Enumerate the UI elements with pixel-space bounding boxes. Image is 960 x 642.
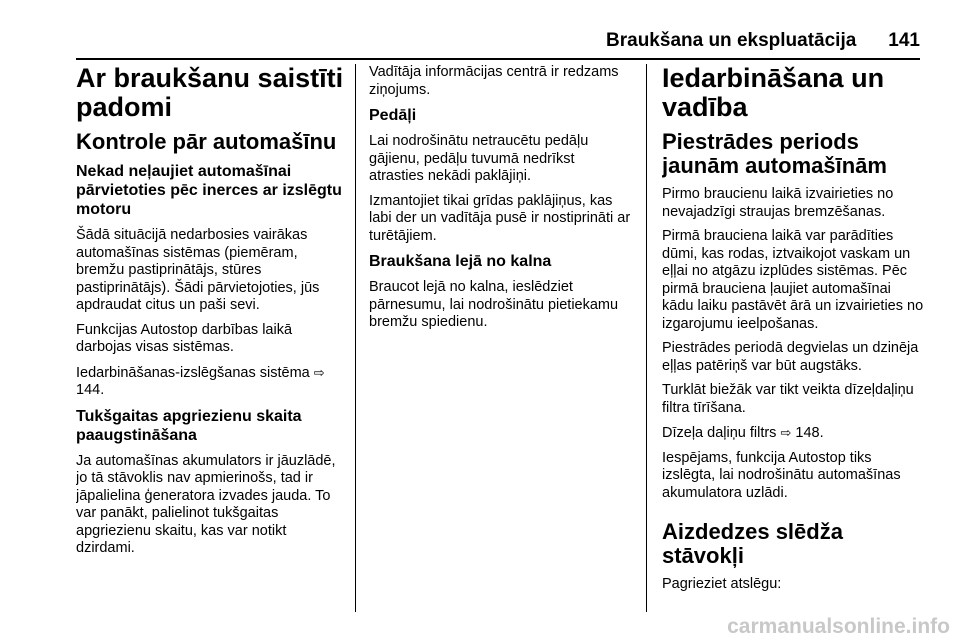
paragraph: Lai nodrošinātu netraucētu pedāļu gājienu, pedāļu tuvumā nedrīkst atrasties nekādi paklājiņi. <box>369 133 589 184</box>
column-divider <box>646 64 647 612</box>
paragraph: Pirmā brauciena laikā var parādīties dūmi, kas rodas, iztvaikojot vaskam un eļļai no atgāzu izplūdes sistēmas. Pēc pirmā brauciena ļaujiet automašīnai kādu laiku pastāvēt ārā un izvairieties no izgarojumu ieelpošanas. <box>662 228 924 332</box>
section-title: Braukšana un ekspluatācija <box>606 30 857 51</box>
heading-no-coasting: Nekad neļaujiet automašīnai pārvietoties pēc inerces ar izslēgtu motoru <box>76 163 342 218</box>
heading-driving-tips: Ar braukšanu saistīti padomi <box>76 64 344 122</box>
paragraph: Pirmo braucienu laikā izvairieties no nevajadzīgi straujas bremzēšanas. <box>662 186 894 220</box>
paragraph: Pagrieziet atslēgu: <box>662 576 782 592</box>
page-reference-link[interactable]: 144. <box>76 382 105 398</box>
column-1 <box>76 64 348 612</box>
paragraph: Izmantojiet tikai grīdas paklājiņus, kas labi der un vadītāja pusē ir nostiprināti ar turētājiem. <box>369 192 631 244</box>
heading-pedals: Pedāļi <box>369 107 417 124</box>
heading-idle-speed: Tukšgaitas apgriezienu skaita paaugstināšana <box>76 407 302 444</box>
heading-starting-operating: Iedarbināšana un vadība <box>662 64 885 122</box>
paragraph: Vadītāja informācijas centrā ir redzams ziņojums. <box>369 64 619 98</box>
column-3 <box>662 64 926 612</box>
heading-running-in: Piestrādes periods jaunām automašīnām <box>662 129 887 178</box>
paragraph-text: Iedarbināšanas-izslēgšanas sistēma <box>76 364 310 381</box>
column-divider <box>355 64 356 612</box>
paragraph: Funkcijas Autostop darbības laikā darbojas visas sistēmas. <box>76 321 293 355</box>
paragraph: Piestrādes periodā degvielas un dzinēja eļļas patēriņš var būt augstāks. <box>662 340 919 374</box>
heading-downhill: Braukšana lejā no kalna <box>369 253 552 270</box>
paragraph-text: Dīzeļa daļiņu filtrs <box>662 425 777 441</box>
heading-vehicle-control: Kontrole pār automašīnu <box>76 129 337 154</box>
reference-arrow-icon: ⇨ <box>780 425 792 440</box>
heading-ignition-positions: Aizdedzes slēdža stāvokļi <box>662 519 843 568</box>
header-rule <box>76 58 920 60</box>
page-reference-link[interactable]: 148. <box>795 425 824 441</box>
paragraph: Turklāt biežāk var tikt veikta dīzeļdaļiņu filtra tīrīšana. <box>662 382 914 416</box>
paragraph: Šādā situācijā nedarbosies vairākas automašīnas sistēmas (piemēram, bremžu pastiprinātājs, stūres pastiprinātājs). Šādi pārvietojoties, jūs apdraudat citus un paši sevi. <box>76 227 320 313</box>
paragraph-with-reference <box>662 424 926 443</box>
page-header <box>76 28 920 54</box>
paragraph-with-reference <box>76 364 348 400</box>
reference-arrow-icon: ⇨ <box>313 364 325 380</box>
page-number: 141 <box>888 30 920 51</box>
column-2 <box>369 64 633 612</box>
paragraph: Ja automašīnas akumulators ir jāuzlādē, jo tā stāvoklis nav apmierinošs, tad ir jāpalielina ģeneratora izvades jauda. To var panākt, palielinot tukšgaitas apgriezienu skaitu, kas var notikt dzirdami. <box>76 452 336 556</box>
paragraph: Braucot lejā no kalna, ieslēdziet pārnesumu, lai nodrošinātu pietiekamu bremžu spiedienu. <box>369 279 619 330</box>
paragraph: Iespējams, funkcija Autostop tiks izslēgta, lai nodrošinātu automašīnas akumulatora uzlādi. <box>662 449 901 501</box>
watermark: carmanualsonline.info <box>727 615 950 638</box>
